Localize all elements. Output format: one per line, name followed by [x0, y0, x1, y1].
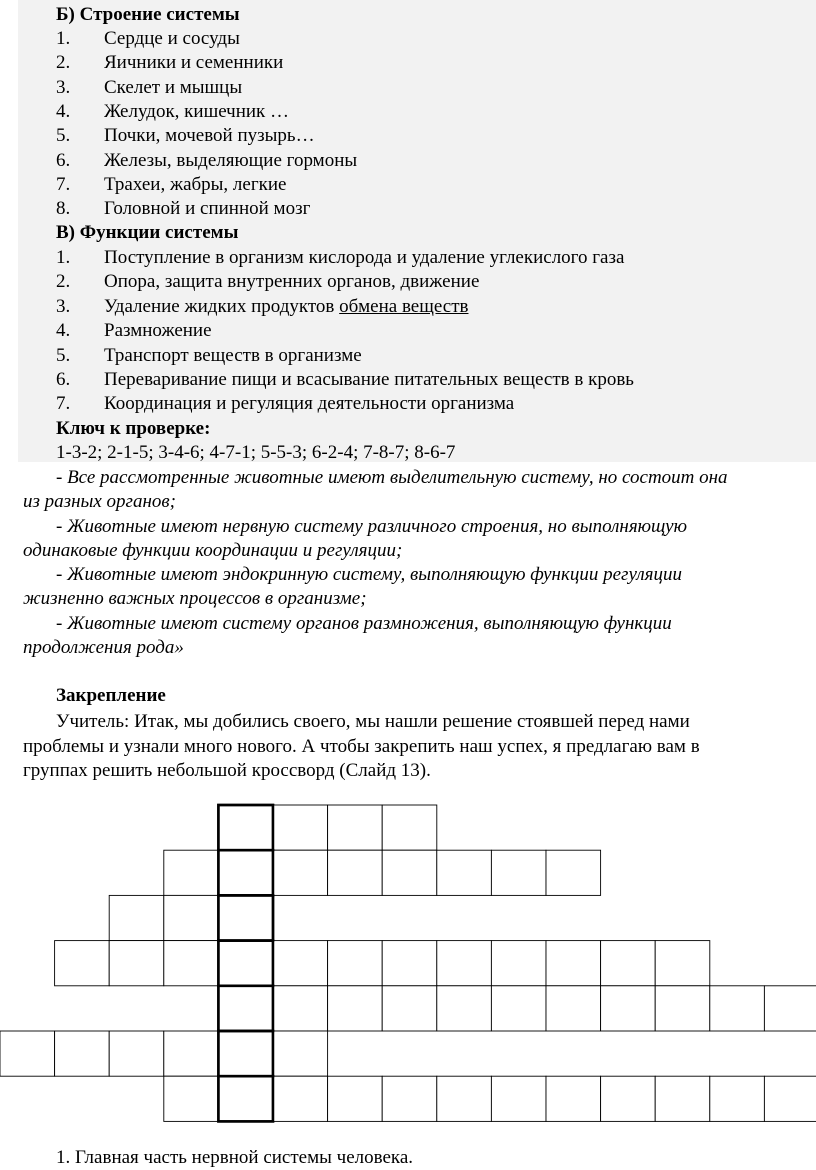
- function-item: [104, 393, 514, 415]
- crossword-cell[interactable]: [382, 986, 437, 1031]
- conclusion-line: - Животные имеют нервную систему различного строения, но выполняющую: [56, 515, 687, 537]
- crossword-key-border: [218, 1031, 273, 1076]
- function-item: [104, 296, 468, 318]
- function-item: [104, 320, 212, 342]
- crossword-cell[interactable]: [382, 850, 437, 895]
- function-item: [104, 271, 479, 293]
- crossword-cell[interactable]: [764, 1076, 816, 1121]
- crossword-cell[interactable]: [546, 941, 601, 986]
- crossword-cell[interactable]: [764, 986, 816, 1031]
- structure-item: Сердце и сосуды: [104, 28, 240, 49]
- function-item: [104, 247, 624, 269]
- structure-item-number: 2.: [56, 52, 71, 74]
- structure-item: Трахеи, жабры, легкие: [104, 173, 287, 195]
- crossword-cell[interactable]: [437, 986, 492, 1031]
- conclusion-line: из разных органов;: [23, 491, 176, 512]
- crossword-cell[interactable]: [491, 1076, 546, 1121]
- crossword-cell[interactable]: [273, 1076, 328, 1121]
- crossword-cell[interactable]: [546, 850, 601, 895]
- structure-heading: Б) Строение системы: [56, 4, 240, 25]
- crossword-cell[interactable]: [328, 805, 383, 850]
- structure-item-number: 8.: [56, 198, 71, 220]
- function-item-text: Транспорт веществ в организме: [104, 344, 362, 366]
- crossword-key-border: [218, 850, 273, 895]
- crossword-cell[interactable]: [164, 895, 219, 940]
- crossword-cell[interactable]: [382, 941, 437, 986]
- function-item-text: Удаление жидких продуктов: [104, 295, 340, 317]
- crossword-cell[interactable]: [55, 1031, 110, 1076]
- function-item: [104, 345, 362, 367]
- reinforcement-line: Учитель: Итак, мы добились своего, мы нашли решение стоявшей перед нами: [56, 711, 690, 732]
- crossword-cell[interactable]: [109, 895, 164, 940]
- structure-item: Головной и спинной мозг: [104, 198, 311, 220]
- crossword-cell[interactable]: [328, 986, 383, 1031]
- question-1: 1. Главная часть нервной системы человека.: [56, 1147, 414, 1168]
- structure-item: Железы, выделяющие гормоны: [104, 149, 358, 171]
- crossword-cell[interactable]: [437, 941, 492, 986]
- crossword-key-border: [218, 1076, 273, 1121]
- function-item-text: Координация и регуляция деятельности организма: [104, 393, 515, 415]
- conclusion-line: - Животные имеют эндокринную систему, выполняющую функции регуляции: [56, 564, 682, 585]
- structure-item: Желудок, кишечник …: [104, 100, 290, 122]
- crossword-cell[interactable]: [601, 941, 656, 986]
- crossword-cell[interactable]: [109, 941, 164, 986]
- crossword-cell[interactable]: [164, 1076, 219, 1121]
- function-item-text: Поступление в организм кислорода и удаление углекислого газа: [104, 247, 625, 268]
- crossword-cell[interactable]: [273, 1031, 328, 1076]
- crossword-cell[interactable]: [655, 941, 710, 986]
- crossword-cell[interactable]: [273, 986, 328, 1031]
- reinforcement-line: проблемы и узнали много нового. А чтобы закрепить наш успех, я предлагаю вам в: [23, 735, 700, 757]
- conclusion-line: жизненно важных процессов в организме;: [23, 588, 367, 609]
- conclusion-line: - Все рассмотренные животные имеют выделительную систему, но состоит она: [56, 467, 728, 488]
- structure-item-number: 6.: [56, 149, 71, 171]
- crossword-cell[interactable]: [328, 1076, 383, 1121]
- structure-item-number: 5.: [56, 125, 71, 147]
- crossword-key-border: [218, 805, 273, 850]
- function-item-number: 5.: [56, 344, 71, 366]
- structure-item-number: 1.: [56, 28, 71, 49]
- function-item-text: Переваривание пищи и всасывание питательных веществ в кровь: [104, 369, 634, 390]
- crossword-cell[interactable]: [0, 1031, 55, 1076]
- structure-item-number: 4.: [56, 100, 71, 122]
- crossword-key-border: [218, 895, 273, 940]
- crossword-cell[interactable]: [655, 1076, 710, 1121]
- structure-item-number: 7.: [56, 173, 71, 195]
- crossword-cell[interactable]: [601, 986, 656, 1031]
- crossword-cell[interactable]: [601, 1076, 656, 1121]
- structure-item: Скелет и мышцы: [104, 76, 243, 98]
- crossword-cell[interactable]: [164, 941, 219, 986]
- conclusion-line: продолжения рода»: [23, 636, 184, 658]
- function-item-number: 2.: [56, 271, 71, 293]
- crossword-cell[interactable]: [273, 850, 328, 895]
- crossword-cell[interactable]: [491, 941, 546, 986]
- key-answer: 1-3-2; 2-1-5; 3-4-6; 4-7-1; 5-5-3; 6-2-4; 7-8-7; 8-6-7: [56, 442, 456, 463]
- conclusion-line: - Животные имеют систему органов размножения, выполняющую функции: [56, 612, 672, 634]
- crossword-cell[interactable]: [655, 986, 710, 1031]
- function-item-number: 1.: [56, 247, 71, 268]
- crossword-key-border: [218, 986, 273, 1031]
- structure-item: Почки, мочевой пузырь…: [104, 125, 315, 147]
- crossword-cell[interactable]: [437, 850, 492, 895]
- reinforcement-heading: Закрепление: [56, 685, 166, 706]
- function-item-text: Опора, защита внутренних органов, движение: [104, 271, 480, 293]
- crossword-cell[interactable]: [710, 1076, 765, 1121]
- crossword-cell[interactable]: [491, 850, 546, 895]
- crossword-cell[interactable]: [109, 1031, 164, 1076]
- key-heading: Ключ к проверке:: [56, 418, 211, 439]
- function-item-number: 7.: [56, 393, 71, 415]
- crossword-cell[interactable]: [328, 850, 383, 895]
- crossword-cell[interactable]: [382, 805, 437, 850]
- crossword-cell[interactable]: [273, 941, 328, 986]
- crossword-cell[interactable]: [273, 805, 328, 850]
- function-item-text: Размножение: [104, 320, 212, 342]
- function-item-number: 6.: [56, 369, 71, 390]
- reinforcement-line: группах решить небольшой кроссворд (Слайд 13).: [23, 760, 431, 781]
- crossword-cell[interactable]: [710, 986, 765, 1031]
- crossword-cell[interactable]: [546, 986, 601, 1031]
- function-item: [104, 369, 634, 391]
- crossword-cell[interactable]: [546, 1076, 601, 1121]
- crossword-cell[interactable]: [55, 941, 110, 986]
- crossword-key-border: [218, 941, 273, 986]
- structure-item: Яичники и семенники: [104, 52, 284, 74]
- crossword-cell[interactable]: [328, 941, 383, 986]
- crossword-cell[interactable]: [382, 1076, 437, 1121]
- conclusion-line: одинаковые функции координации и регуляции;: [23, 539, 403, 561]
- crossword-cell[interactable]: [437, 1076, 492, 1121]
- functions-heading: В) Функции системы: [56, 222, 239, 243]
- metabolism-link[interactable]: обмена веществ: [339, 295, 469, 317]
- crossword-cell[interactable]: [164, 850, 219, 895]
- crossword-cell[interactable]: [491, 986, 546, 1031]
- structure-item-number: 3.: [56, 76, 71, 98]
- function-item-number: 3.: [56, 295, 71, 317]
- function-item-number: 4.: [56, 320, 71, 342]
- crossword-cell[interactable]: [164, 1031, 219, 1076]
